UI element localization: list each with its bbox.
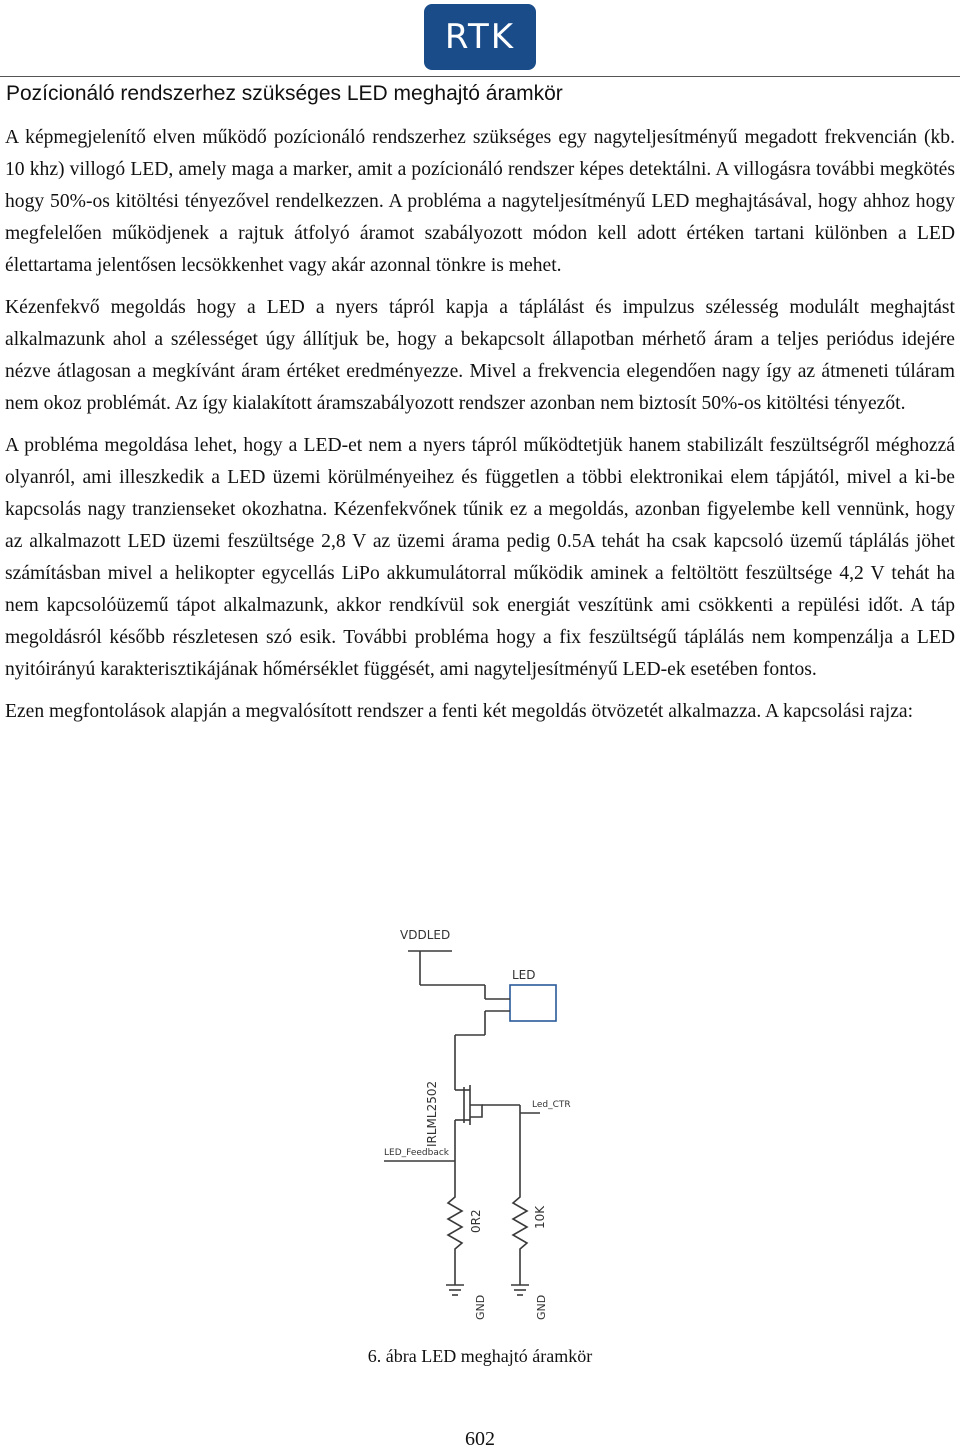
transistor-symbol xyxy=(455,1080,520,1185)
led-symbol xyxy=(510,985,556,1021)
vdd-label: VDDLED xyxy=(400,928,451,942)
section-title: Pozícionáló rendszerhez szükséges LED meghajtó áramkör xyxy=(6,82,563,105)
led-driver-schematic xyxy=(370,915,610,1335)
led-ctr-label: Led_CTR xyxy=(532,1100,571,1110)
resistor-10k xyxy=(513,1185,527,1285)
paragraph-4: Ezen megfontolások alapján a megvalósított rendszer a fenti két megoldás ötvözetét alkalmazza. A kapcsolási rajza: xyxy=(5,701,914,722)
ground-symbol-2 xyxy=(511,1285,529,1295)
transistor-label: IRLML2502 xyxy=(425,1080,439,1147)
resistor-10k-label: 10K xyxy=(533,1205,547,1229)
resistor-0r2-label: 0R2 xyxy=(469,1209,483,1233)
page-number: 602 xyxy=(465,1428,495,1450)
figure-caption: 6. ábra LED meghajtó áramkör xyxy=(367,1346,593,1366)
gnd-label-2: GND xyxy=(535,1294,548,1320)
body-text xyxy=(5,122,955,738)
gnd-label-1: GND xyxy=(474,1294,487,1320)
led-feedback-label: LED_Feedback xyxy=(384,1148,449,1158)
paragraph-3: A probléma megoldása lehet, hogy a LED-et nem a nyers tápról működtetjük hanem stabilizált feszültségről méghozzá olyanról, ami illeszkedik a LED üzemi körülményeihez és független a többi elektronikai elem tápjától, mivel a ki-be kapcsolás nagy tranzienseket okozhatna. Kézenfekvőnek tűnik ez a megoldás, azonban figyelembe kell vennünk, hogy az alkalmazott LED üzemi feszültsége 2,8 V az üzemi árama pedig 0.5A tehát ha csak kapcsoló üzemű táplálás jöhet számításban mivel a helikopter egycellás LiPo akkumulátorral működik aminek a feltöltött feszültsége 4,2 V tehát ha nem kapcsolóüzemű tápot alkalmazunk, akkor rendkívül sok energiát veszítünk ami csökkenti a repülési időt. A táp megoldásról később részletesen szó esik. További probléma hogy a fix feszültségű táplálás nem kompenzálja a LED nyitóirányú karakterisztikájának hőmérséklet függését, ami nagyteljesítményű LED-ek esetében fontos. xyxy=(5,435,955,680)
header-divider xyxy=(0,76,960,77)
logo-text: RTK xyxy=(444,17,516,57)
rtk-logo xyxy=(424,4,536,70)
paragraph-2: Kézenfekvő megoldás hogy a LED a nyers tápról kapja a táplálást és impulzus szélesség modulált meghajtást alkalmazunk ahol a szélességet úgy állítjuk be, hogy a bekapcsolt állapotban mérhető áram a teljes periódus idejére nézve átlagosan a megkívánt áram értéket eredményezze. Mivel a frekvencia elegendően nagy így az átmeneti túláram nem okoz problémát. Az így kialakított áramszabályozott rendszer azonban nem biztosít 50%-os kitöltési tényezőt. xyxy=(5,297,955,414)
paragraph-1: A képmegjelenítő elven működő pozícionáló rendszerhez szükséges egy nagyteljesítményű megadott frekvencián (kb. 10 khz) villogó LED, amely maga a marker, amit a pozícionáló rendszer képes detektálni. A villogásra további megkötés hogy 50%-os kitöltési tényezővel rendelkezzen. A probléma a nagyteljesítményű LED meghajtásával, hogy ahhoz hogy megfelelően működjenek a rajtuk átfolyó áramot szabályozott módon kell adott értéken tartani különben a LED élettartama jelentősen lecsökkenhet vagy akár azonnal tönkre is mehet. xyxy=(5,127,955,276)
ground-symbol-1 xyxy=(446,1285,464,1295)
led-label: LED xyxy=(512,968,536,982)
resistor-0r2 xyxy=(448,1185,462,1285)
